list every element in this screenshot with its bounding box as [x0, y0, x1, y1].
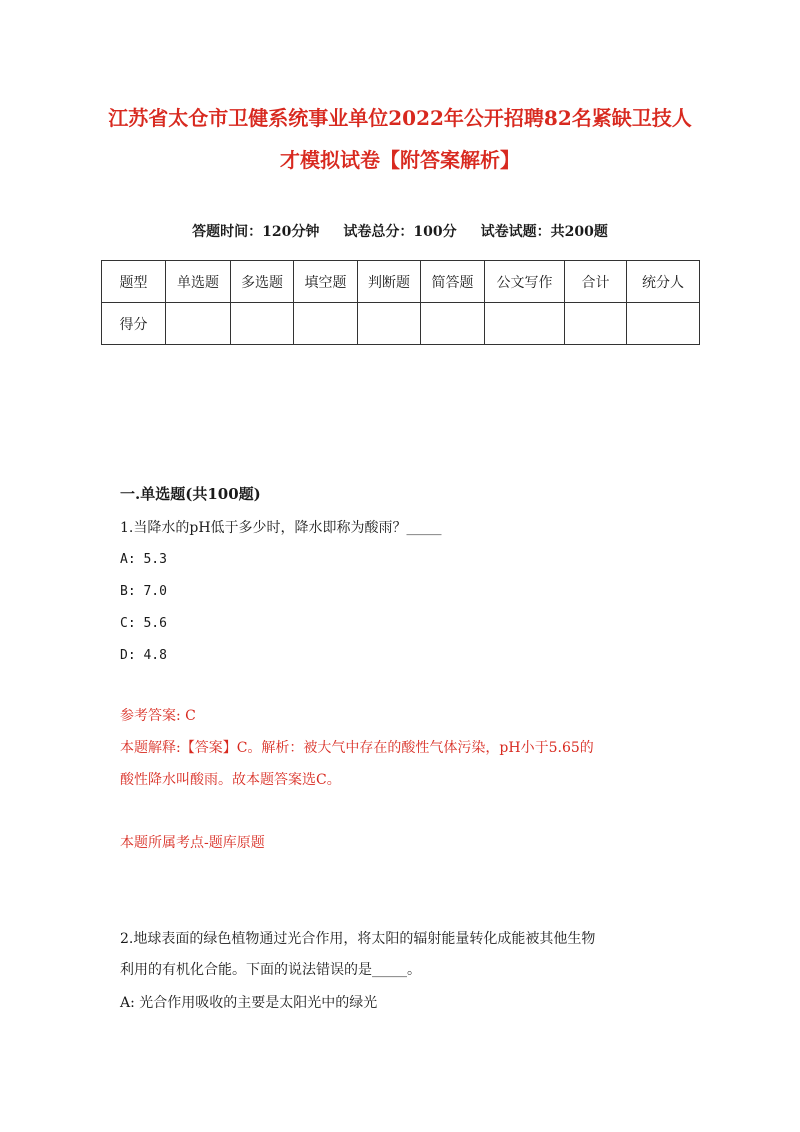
score-cell [421, 303, 485, 345]
score-cell [294, 303, 358, 345]
document-title-line-1: 江苏省太仓市卫健系统事业单位2022年公开招聘82名紧缺卫技人 [108, 106, 692, 130]
score-table-header-cell: 统分人 [627, 261, 700, 303]
score-cell [485, 303, 565, 345]
option-a: A: 5.3 [120, 552, 167, 567]
document-title-line-2: 才模拟试卷【附答案解析】 [280, 148, 520, 172]
score-table-score-row [102, 303, 700, 345]
score-cell [627, 303, 700, 345]
option-d: D: 4.8 [120, 648, 167, 663]
option-c: C: 5.6 [120, 616, 167, 631]
exam-total-score: 试卷总分：100分 [343, 224, 457, 240]
score-cell [565, 303, 627, 345]
question-stem-line-1: 2.地球表面的绿色植物通过光合作用，将太阳的辐射能量转化成能被其他生物 [120, 931, 596, 947]
score-cell [166, 303, 231, 345]
exam-question-count: 试卷试题：共200题 [480, 224, 608, 240]
score-table-header-cell: 合计 [565, 261, 627, 303]
explanation-line-2: 酸性降水叫酸雨。故本题答案选C。 [120, 772, 341, 788]
score-table-header-cell: 题型 [102, 261, 166, 303]
option-b: B: 7.0 [120, 584, 167, 599]
score-table [101, 260, 700, 345]
reference-answer: 参考答案: C [120, 708, 196, 724]
exam-info [0, 222, 800, 242]
score-table-header-cell: 多选题 [231, 261, 294, 303]
score-table-header-row [102, 261, 700, 303]
exam-time: 答题时间：120分钟 [192, 224, 320, 240]
score-table-header-cell: 简答题 [421, 261, 485, 303]
score-cell [231, 303, 294, 345]
section-heading: 一.单选题(共100题) [120, 485, 261, 503]
question-stem: 1.当降水的pH低于多少时，降水即称为酸雨？_____ [120, 520, 442, 536]
score-cell [358, 303, 421, 345]
question-source: 本题所属考点-题库原题 [120, 835, 265, 851]
score-table-header-cell: 公文写作 [485, 261, 565, 303]
score-table-header-cell: 单选题 [166, 261, 231, 303]
explanation-line-1: 本题解释:【答案】C。解析：被大气中存在的酸性气体污染，pH小于5.65的 [120, 740, 594, 756]
score-row-label: 得分 [102, 303, 166, 345]
option-a: A: 光合作用吸收的主要是太阳光中的绿光 [120, 995, 378, 1011]
score-table-header-cell: 填空题 [294, 261, 358, 303]
question-stem-line-2: 利用的有机化合能。下面的说法错误的是_____。 [120, 962, 421, 978]
score-table-header-cell: 判断题 [358, 261, 421, 303]
